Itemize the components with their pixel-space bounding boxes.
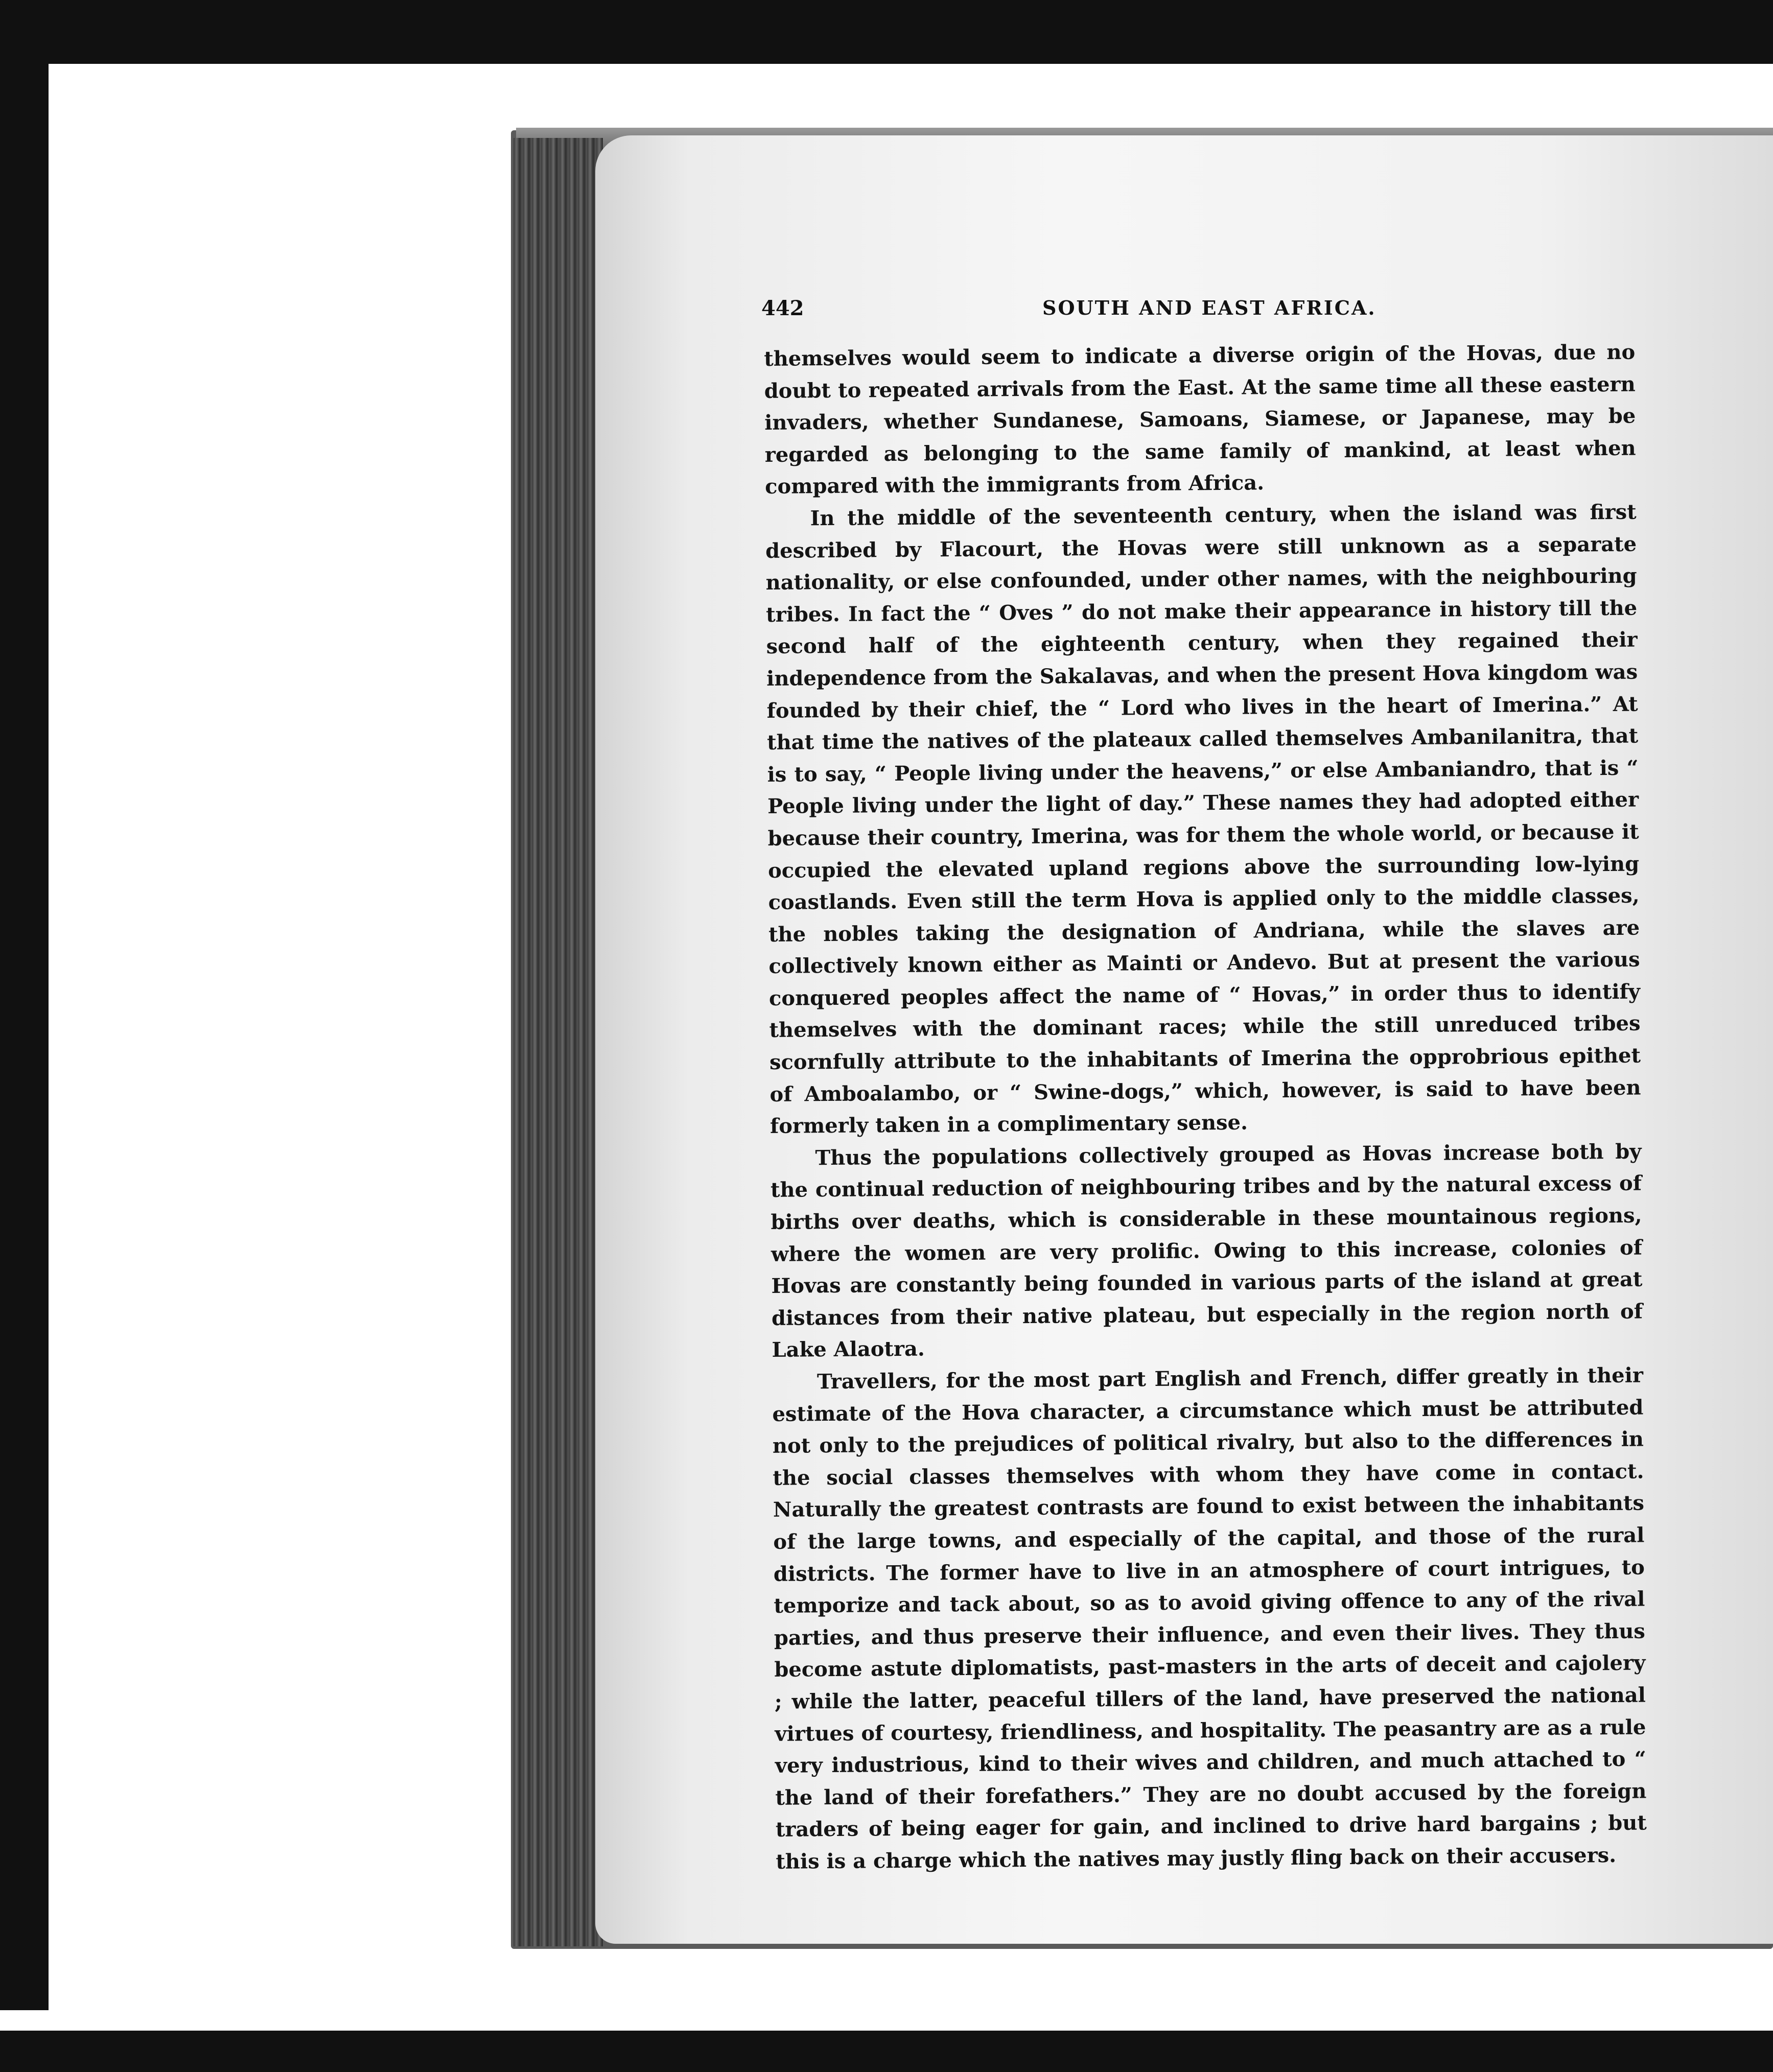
paragraph-2: In the middle of the seventeenth century, when the island was first described by Flacourt, the Hovas were still unknown as a separate nationality, or else confounded, under other names, with the neighbouring tribes. In fact the “ Oves ” do not make their appearance in history till the second half of the eighteenth century, when they regained their independence from the Sakalavas, and when the present Hova kingdom was founded by their chief, the “ Lord who lives in the heart of Imerina.” At that time the natives of the plateaux called themselves Ambanilanitra, that is to say, “ People living under the heavens,” or else Ambaniandro, that is “ People living under the light of day.” These names they had adopted either because their country, Imerina, was for them the whole world, or because it occupied the elevated upland regions above the surrounding low-lying coastlands. Even still the term Hova is applied only to the middle classes, the nobles taking the designation of Andriana, while the slaves are collectively known either as Mainti or Andevo. But at present the various conquered peoples affect the name of “ Hovas,” in order thus to identify themselves with the dominant races; while the still unreduced tribes scornfully attribute to the inhabitants of Imerina the opprobrious epithet of Amboalambo, or “ Swine-dogs,” which, however, is said to have been formerly taken in a complimentary sense. [765,500,1641,1139]
body-text [764,337,1647,1878]
running-title: SOUTH AND EAST AFRICA. [1042,296,1377,319]
paragraph-1: themselves would seem to indicate a diverse origin of the Hovas, due no doubt to repeated arrivals from the East. At the same time all these eastern invaders, whether Sundanese, Samoans, Siamese, or Japanese, may be regarded as belonging to the same family of mankind, at least when compared with the immigrants from Africa. [764,340,1636,499]
running-head [761,296,1609,327]
scan-white-strip [0,2010,1773,2031]
page-edges [514,138,603,1946]
scan-frame-top [0,0,1773,64]
page-number: 442 [761,296,804,320]
scan-frame-left [0,0,49,2072]
scan-frame-bottom [0,2031,1773,2072]
paragraph-3: Thus the populations collectively grouped as Hovas increase both by the continual reduction of neighbouring tribes and by the natural excess of births over deaths, which is considerable in these mountainous regions, where the women are very prolific. Owing to this increase, colonies of Hovas are constantly being founded in various parts of the island at great distances from their native plateau, but especially in the region north of Lake Alaotra. [770,1139,1643,1362]
paragraph-4: Travellers, for the most part English and French, differ greatly in their estimate of the Hova character, a circumstance which must be attributed not only to the prejudices of political rivalry, but also to the differences in the social classes themselves with whom they have come in contact. Naturally the greatest contrasts are found to exist between the inhabitants of the large towns, and especially of the capital, and those of the rural districts. The former have to live in an atmosphere of court intrigues, to temporize and tack about, so as to avoid giving offence to any of the rival parties, and thus preserve their influence, and even their lives. They thus become astute diplomatists, past-masters in the arts of deceit and cajolery ; while the latter, peaceful tillers of the land, have preserved the national virtues of courtesy, friendliness, and hospitality. The peasantry are as a rule very industrious, kind to their wives and children, and much attached to “ the land of their forefathers.” They are no doubt accused by the foreign traders of being eager for gain, and inclined to drive hard bargains ; but this is a charge which the natives may justly fling back on their accusers. [772,1363,1647,1874]
